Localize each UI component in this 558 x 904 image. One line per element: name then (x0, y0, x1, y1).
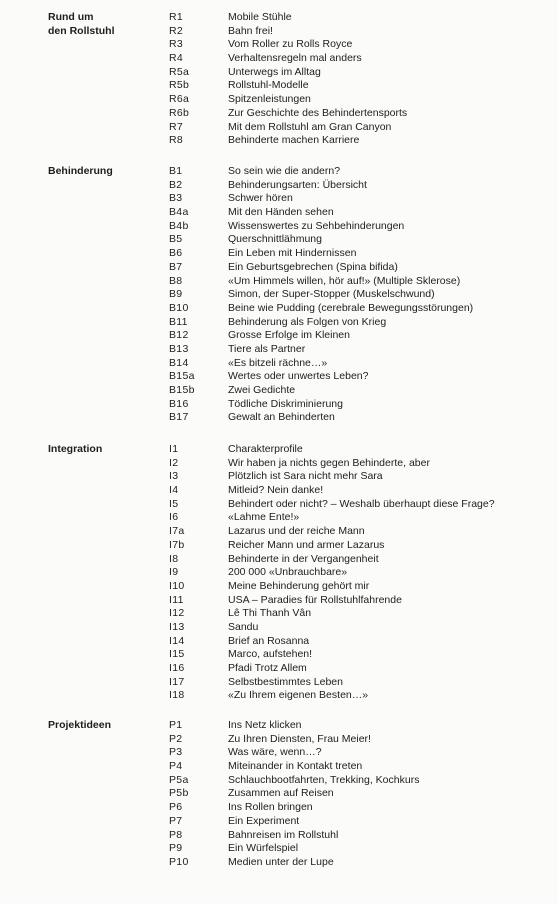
section-title: Behinderung (48, 165, 113, 177)
item-code: B13 (169, 342, 189, 355)
item-code: B9 (169, 288, 183, 301)
list-item (0, 648, 558, 662)
list-item (0, 566, 558, 580)
item-text: Mitleid? Nein danke! (228, 484, 324, 497)
list-item (0, 261, 558, 275)
list-item (0, 801, 558, 815)
item-code: B2 (169, 178, 183, 191)
item-code: P10 (169, 855, 189, 868)
list-item (0, 621, 558, 635)
item-text: Vom Roller zu Rolls Royce (228, 38, 353, 51)
list-item (0, 829, 558, 843)
item-text: Grosse Erfolge im Kleinen (228, 329, 350, 342)
list-item (0, 220, 558, 234)
item-code: I10 (169, 579, 185, 592)
list-item (0, 746, 558, 760)
item-code: I7a (169, 525, 185, 538)
item-code: B11 (169, 315, 188, 328)
list-item (0, 525, 558, 539)
item-text: Verhaltensregeln mal anders (228, 52, 362, 65)
section-rund-um-den-rollstuhl (0, 11, 558, 148)
item-text: Brief an Rosanna (228, 634, 310, 647)
item-text: Behinderungsarten: Übersicht (228, 178, 367, 191)
item-code: I1 (169, 443, 179, 455)
list-item (0, 635, 558, 649)
list-item (0, 370, 558, 384)
list-item (0, 52, 558, 66)
item-text: Zusammen auf Reisen (228, 787, 334, 800)
list-item (0, 247, 558, 261)
item-text: Zu Ihren Diensten, Frau Meier! (228, 732, 371, 745)
item-code: R6b (169, 106, 190, 119)
item-code: I17 (169, 675, 185, 688)
list-item (0, 357, 558, 371)
item-text: Schwer hören (228, 192, 293, 205)
item-text: «Lahme Ente!» (228, 511, 300, 524)
list-item (0, 275, 558, 289)
item-text: Zur Geschichte des Behindertensports (228, 106, 408, 119)
item-code: P5a (169, 773, 189, 786)
list-item (0, 484, 558, 498)
item-text: Querschnittlähmung (228, 233, 322, 246)
item-code: P8 (169, 828, 183, 841)
list-item (0, 511, 558, 525)
list-item (0, 38, 558, 52)
list-item (0, 676, 558, 690)
item-list (0, 719, 558, 870)
list-item (0, 498, 558, 512)
item-text: Marco, aufstehen! (228, 648, 313, 661)
item-text: Ein Geburtsgebrechen (Spina bifida) (228, 260, 398, 273)
item-text: Wir haben ja nichts gegen Behinderte, aber (228, 456, 430, 469)
item-code: I18 (169, 689, 185, 702)
item-text: Ein Würfelspiel (228, 842, 299, 855)
list-item (0, 233, 558, 247)
item-list (0, 165, 558, 425)
item-text: So sein wie die andern? (228, 165, 341, 177)
item-code: B14 (169, 356, 189, 369)
item-text: 200 000 «Unbrauchbare» (228, 566, 348, 579)
item-text: «Es bitzeli rächne…» (228, 356, 328, 369)
list-item (0, 842, 558, 856)
item-text: «Zu Ihrem eigenen Besten…» (228, 689, 369, 702)
item-text: Was wäre, wenn…? (228, 746, 322, 759)
section-projektideen (0, 719, 558, 870)
item-text: Simon, der Super-Stopper (Muskelschwund) (228, 288, 435, 301)
item-text: Wissenswertes zu Sehbehinderungen (228, 219, 405, 232)
item-code: I6 (169, 511, 179, 524)
item-code: B4a (169, 206, 189, 219)
item-list (0, 11, 558, 148)
item-code: P2 (169, 732, 183, 745)
item-text: Meine Behinderung gehört mir (228, 579, 370, 592)
item-text: Mobile Stühle (228, 11, 292, 23)
list-item (0, 774, 558, 788)
list-item (0, 192, 558, 206)
list-item (0, 580, 558, 594)
item-code: I7b (169, 538, 185, 551)
item-text: Ein Leben mit Hindernissen (228, 247, 357, 260)
item-code: I8 (169, 552, 179, 565)
list-item (0, 302, 558, 316)
list-item (0, 689, 558, 703)
item-code: P7 (169, 814, 183, 827)
item-text: Tödliche Diskriminierung (228, 397, 343, 410)
item-text: «Um Himmels willen, hör auf!» (Multiple Sklerose) (228, 274, 461, 287)
item-code: I14 (169, 634, 185, 647)
item-text: Pfadi Trotz Allem (228, 662, 307, 674)
list-item (0, 815, 558, 829)
item-code: R7 (169, 120, 184, 133)
list-item (0, 134, 558, 148)
item-code: B15b (169, 384, 195, 396)
list-item (0, 787, 558, 801)
item-code: B16 (169, 397, 189, 410)
item-text: Lê Thi Thanh Vân (228, 607, 312, 620)
item-code: B10 (169, 301, 189, 314)
item-code: R6a (169, 93, 190, 106)
item-code: R1 (169, 11, 184, 23)
item-list (0, 443, 558, 703)
item-text: Selbstbestimmtes Leben (228, 675, 343, 688)
list-item (0, 457, 558, 471)
list-item (0, 11, 558, 25)
item-text: Ins Rollen bringen (228, 801, 313, 814)
list-item (0, 594, 558, 608)
item-code: R8 (169, 134, 184, 147)
item-code: B5 (169, 233, 183, 246)
item-code: I13 (169, 620, 185, 633)
item-code: B17 (169, 411, 189, 424)
list-item (0, 25, 558, 39)
item-text: Rollstuhl-Modelle (228, 79, 309, 92)
item-text: USA – Paradies für Rollstuhlfahrende (228, 593, 402, 606)
list-item (0, 733, 558, 747)
item-code: R3 (169, 38, 184, 51)
list-item (0, 288, 558, 302)
item-text: Beine wie Pudding (cerebrale Bewegungsstörungen) (228, 301, 474, 314)
item-code: P6 (169, 801, 183, 814)
item-text: Behinderung als Folgen von Krieg (228, 315, 387, 328)
list-item (0, 121, 558, 135)
item-text: Plötzlich ist Sara nicht mehr Sara (228, 470, 383, 483)
list-item (0, 79, 558, 93)
item-code: B15a (169, 370, 195, 383)
list-item (0, 662, 558, 676)
list-item (0, 206, 558, 220)
list-item (0, 107, 558, 121)
list-item (0, 470, 558, 484)
section-integration (0, 443, 558, 703)
list-item (0, 316, 558, 330)
item-code: P1 (169, 719, 183, 731)
list-item (0, 179, 558, 193)
item-text: Zwei Gedichte (228, 384, 296, 396)
item-text: Mit dem Rollstuhl am Gran Canyon (228, 120, 392, 133)
section-title: Rund um den Rollstuhl (48, 11, 115, 37)
item-text: Ein Experiment (228, 814, 300, 827)
list-item (0, 66, 558, 80)
item-text: Behindert oder nicht? – Weshalb überhaupt diese Frage? (228, 497, 495, 510)
item-code: B7 (169, 260, 183, 273)
section-title: Integration (48, 443, 103, 455)
item-code: I11 (169, 593, 184, 606)
item-text: Sandu (228, 620, 259, 633)
list-item (0, 719, 558, 733)
list-item (0, 760, 558, 774)
item-code: I12 (169, 607, 185, 620)
item-code: B6 (169, 247, 183, 260)
item-text: Schlauchbootfahrten, Trekking, Kochkurs (228, 773, 420, 786)
item-code: I9 (169, 566, 179, 579)
list-item (0, 607, 558, 621)
item-text: Reicher Mann und armer Lazarus (228, 538, 385, 551)
list-item (0, 539, 558, 553)
item-code: B4b (169, 219, 189, 232)
list-item (0, 329, 558, 343)
item-code: I4 (169, 484, 179, 497)
list-item (0, 343, 558, 357)
item-code: R4 (169, 52, 184, 65)
item-code: P3 (169, 746, 183, 759)
item-text: Mit den Händen sehen (228, 206, 334, 219)
item-text: Charakterprofile (228, 443, 303, 455)
item-code: P9 (169, 842, 183, 855)
item-text: Ins Netz klicken (228, 719, 302, 731)
item-text: Bahn frei! (228, 24, 273, 37)
list-item (0, 411, 558, 425)
item-code: P5b (169, 787, 189, 800)
item-text: Lazarus und der reiche Mann (228, 525, 365, 538)
item-code: B8 (169, 274, 183, 287)
item-text: Miteinander in Kontakt treten (228, 760, 363, 773)
item-text: Behinderte machen Karriere (228, 134, 360, 147)
item-code: R2 (169, 24, 184, 37)
item-text: Medien unter der Lupe (228, 855, 334, 868)
list-item (0, 384, 558, 398)
item-code: I2 (169, 456, 179, 469)
item-text: Gewalt an Behinderten (228, 411, 335, 424)
item-text: Wertes oder unwertes Leben? (228, 370, 369, 383)
section-title: Projektideen (48, 719, 112, 731)
item-text: Bahnreisen im Rollstuhl (228, 828, 339, 841)
list-item (0, 398, 558, 412)
item-text: Tiere als Partner (228, 342, 306, 355)
item-code: B3 (169, 192, 183, 205)
section-behinderung (0, 165, 558, 425)
list-item (0, 93, 558, 107)
item-code: I3 (169, 470, 179, 483)
item-code: R5b (169, 79, 190, 92)
list-item (0, 165, 558, 179)
item-text: Spitzenleistungen (228, 93, 311, 106)
item-code: I16 (169, 662, 185, 674)
item-code: I15 (169, 648, 185, 661)
list-item (0, 443, 558, 457)
item-text: Behinderte in der Vergangenheit (228, 552, 379, 565)
item-code: I5 (169, 497, 179, 510)
item-code: B12 (169, 329, 189, 342)
list-item (0, 553, 558, 567)
item-code: P4 (169, 760, 183, 773)
list-item (0, 856, 558, 870)
item-text: Unterwegs im Alltag (228, 65, 321, 78)
item-code: R5a (169, 65, 190, 78)
item-code: B1 (169, 165, 183, 177)
